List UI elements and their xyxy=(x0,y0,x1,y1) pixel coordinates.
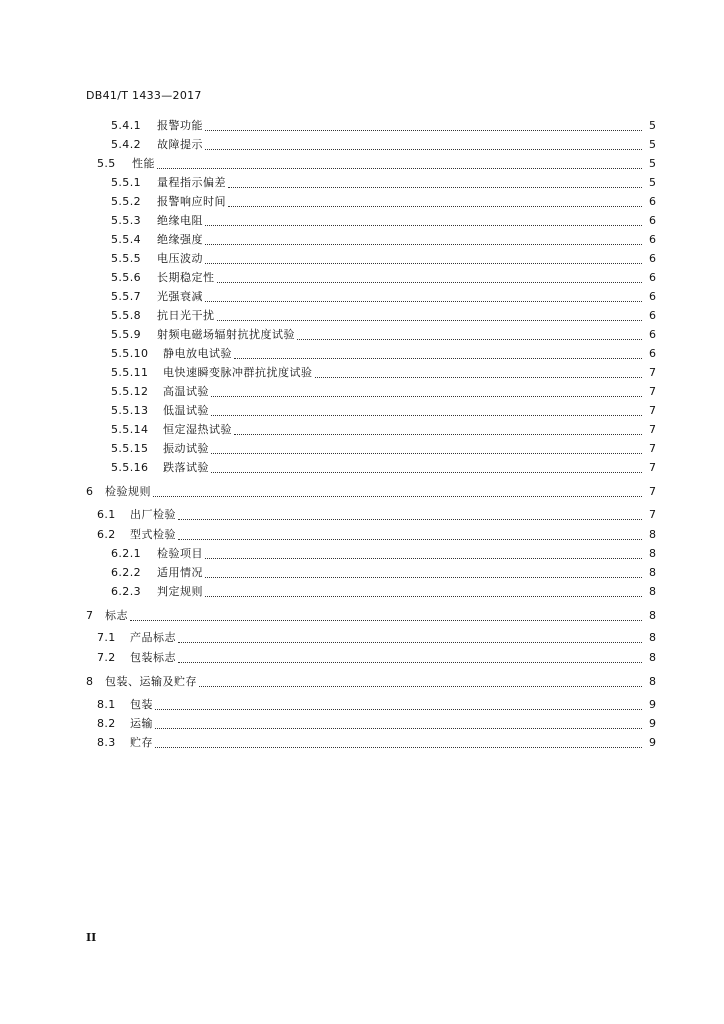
toc-entry-page: 7 xyxy=(649,508,656,521)
toc-entry-title: 绝缘电阻 xyxy=(157,214,203,227)
toc-leader-dots xyxy=(155,697,642,710)
toc-entry-number: 5.5.4 xyxy=(111,233,141,246)
toc-entry[interactable] xyxy=(0,270,724,286)
toc-entry-number: 5.5 xyxy=(97,157,116,170)
toc-leader-dots xyxy=(211,441,642,454)
toc-entry-title: 振动试验 xyxy=(163,442,209,455)
toc-entry-page: 6 xyxy=(649,214,656,227)
toc-entry-title: 包装 xyxy=(130,698,153,711)
toc-entry-number: 7 xyxy=(86,609,94,622)
toc-leader-dots xyxy=(178,527,642,540)
toc-leader-dots xyxy=(205,232,642,245)
page-number: II xyxy=(86,931,97,944)
toc-leader-dots xyxy=(234,422,642,435)
toc-entry-number: 5.4.2 xyxy=(111,138,141,151)
toc-entry-title: 恒定湿热试验 xyxy=(163,423,232,436)
toc-entry-number: 5.5.3 xyxy=(111,214,141,227)
toc-entry-number: 5.5.8 xyxy=(111,309,141,322)
toc-entry-number: 7.2 xyxy=(97,651,116,664)
toc-entry-page: 6 xyxy=(649,309,656,322)
toc-entry-page: 6 xyxy=(649,271,656,284)
toc-entry-title: 包装、运输及贮存 xyxy=(105,675,197,688)
toc-entry-page: 6 xyxy=(649,347,656,360)
toc-entry[interactable] xyxy=(0,584,724,600)
toc-leader-dots xyxy=(205,565,642,578)
toc-leader-dots xyxy=(155,735,642,748)
toc-entry[interactable] xyxy=(0,565,724,581)
toc-entry-number: 6.2.1 xyxy=(111,547,141,560)
toc-entry-title: 报警响应时间 xyxy=(157,195,226,208)
toc-entry-page: 5 xyxy=(649,119,656,132)
toc-entry-page: 6 xyxy=(649,252,656,265)
toc-leader-dots xyxy=(178,507,642,520)
toc-entry-number: 8 xyxy=(86,675,94,688)
toc-leader-dots xyxy=(155,716,642,729)
toc-entry[interactable] xyxy=(0,175,724,191)
toc-leader-dots xyxy=(228,175,642,188)
toc-entry-title: 电快速瞬变脉冲群抗扰度试验 xyxy=(163,366,313,379)
toc-entry-number: 5.5.12 xyxy=(111,385,149,398)
toc-entry[interactable] xyxy=(0,527,724,543)
toc-entry-page: 7 xyxy=(649,404,656,417)
toc-entry-page: 9 xyxy=(649,736,656,749)
toc-entry[interactable] xyxy=(0,213,724,229)
toc-entry[interactable] xyxy=(0,289,724,305)
toc-leader-dots xyxy=(315,365,642,378)
toc-entry-number: 5.5.13 xyxy=(111,404,149,417)
toc-entry-page: 9 xyxy=(649,717,656,730)
toc-entry-title: 适用情况 xyxy=(157,566,203,579)
toc-entry-page: 8 xyxy=(649,547,656,560)
toc-entry-number: 8.3 xyxy=(97,736,116,749)
toc-entry-title: 型式检验 xyxy=(130,528,176,541)
toc-entry[interactable] xyxy=(0,441,724,457)
toc-entry-page: 6 xyxy=(649,328,656,341)
toc-entry-page: 8 xyxy=(649,675,656,688)
toc-entry[interactable] xyxy=(0,507,724,523)
toc-entry[interactable] xyxy=(0,156,724,172)
toc-entry-title: 包装标志 xyxy=(130,651,176,664)
toc-entry-number: 5.5.1 xyxy=(111,176,141,189)
toc-leader-dots xyxy=(228,194,642,207)
toc-entry-title: 判定规则 xyxy=(157,585,203,598)
toc-entry-number: 6.2 xyxy=(97,528,116,541)
toc-entry-title: 性能 xyxy=(132,157,155,170)
toc-entry[interactable] xyxy=(0,674,724,690)
toc-entry-page: 8 xyxy=(649,585,656,598)
toc-entry[interactable] xyxy=(0,716,724,732)
toc-leader-dots xyxy=(205,289,642,302)
toc-entry-number: 6.2.3 xyxy=(111,585,141,598)
toc-leader-dots xyxy=(211,460,642,473)
toc-entry[interactable] xyxy=(0,308,724,324)
toc-entry-page: 8 xyxy=(649,528,656,541)
toc-entry-title: 故障提示 xyxy=(157,138,203,151)
toc-entry-page: 6 xyxy=(649,233,656,246)
toc-entry[interactable] xyxy=(0,232,724,248)
toc-leader-dots xyxy=(205,137,642,150)
toc-entry-page: 7 xyxy=(649,385,656,398)
toc-entry[interactable] xyxy=(0,327,724,343)
toc-leader-dots xyxy=(234,346,642,359)
toc-leader-dots xyxy=(130,608,642,621)
toc-entry-title: 抗日光干扰 xyxy=(157,309,215,322)
toc-entry-number: 5.5.5 xyxy=(111,252,141,265)
toc-entry[interactable] xyxy=(0,384,724,400)
toc-entry-title: 低温试验 xyxy=(163,404,209,417)
toc-entry-page: 8 xyxy=(649,631,656,644)
toc-entry[interactable] xyxy=(0,346,724,362)
toc-entry-title: 出厂检验 xyxy=(130,508,176,521)
toc-entry[interactable] xyxy=(0,118,724,134)
toc-leader-dots xyxy=(211,403,642,416)
toc-entry-number: 5.4.1 xyxy=(111,119,141,132)
toc-entry-page: 7 xyxy=(649,461,656,474)
toc-entry-title: 静电放电试验 xyxy=(163,347,232,360)
toc-entry-number: 6 xyxy=(86,485,94,498)
toc-entry-number: 8.2 xyxy=(97,717,116,730)
toc-entry-number: 6.2.2 xyxy=(111,566,141,579)
toc-entry-title: 贮存 xyxy=(130,736,153,749)
toc-entry-number: 5.5.10 xyxy=(111,347,149,360)
toc-entry-title: 高温试验 xyxy=(163,385,209,398)
toc-leader-dots xyxy=(217,308,642,321)
toc-leader-dots xyxy=(205,251,642,264)
toc-entry[interactable] xyxy=(0,484,724,500)
toc-entry[interactable] xyxy=(0,251,724,267)
toc-entry[interactable] xyxy=(0,650,724,666)
toc-entry-page: 7 xyxy=(649,366,656,379)
toc-entry-number: 5.5.9 xyxy=(111,328,141,341)
toc-entry[interactable] xyxy=(0,422,724,438)
toc-leader-dots xyxy=(205,546,642,559)
toc-entry-title: 电压波动 xyxy=(157,252,203,265)
document-header: DB41/T 1433—2017 xyxy=(86,89,202,102)
toc-leader-dots xyxy=(217,270,642,283)
toc-leader-dots xyxy=(205,118,642,131)
toc-entry-number: 5.5.16 xyxy=(111,461,149,474)
toc-entry-page: 9 xyxy=(649,698,656,711)
toc-entry-page: 8 xyxy=(649,651,656,664)
toc-entry-number: 6.1 xyxy=(97,508,116,521)
toc-entry-title: 报警功能 xyxy=(157,119,203,132)
toc-entry-title: 检验项目 xyxy=(157,547,203,560)
toc-entry[interactable] xyxy=(0,403,724,419)
toc-entry[interactable] xyxy=(0,460,724,476)
toc-entry-number: 5.5.7 xyxy=(111,290,141,303)
toc-entry[interactable] xyxy=(0,137,724,153)
toc-entry-title: 绝缘强度 xyxy=(157,233,203,246)
toc-leader-dots xyxy=(178,650,642,663)
toc-entry[interactable] xyxy=(0,630,724,646)
toc-entry-number: 5.5.6 xyxy=(111,271,141,284)
toc-leader-dots xyxy=(199,674,642,687)
toc-entry-page: 5 xyxy=(649,138,656,151)
toc-entry-title: 运输 xyxy=(130,717,153,730)
toc-entry-title: 检验规则 xyxy=(105,485,151,498)
toc-entry[interactable] xyxy=(0,546,724,562)
toc-leader-dots xyxy=(211,384,642,397)
toc-entry-number: 8.1 xyxy=(97,698,116,711)
toc-entry[interactable] xyxy=(0,194,724,210)
toc-entry-title: 量程指示偏差 xyxy=(157,176,226,189)
toc-entry-page: 7 xyxy=(649,485,656,498)
toc-entry-title: 长期稳定性 xyxy=(157,271,215,284)
toc-entry-number: 5.5.15 xyxy=(111,442,149,455)
toc-entry-page: 6 xyxy=(649,290,656,303)
toc-leader-dots xyxy=(153,484,642,497)
toc-entry-title: 跌落试验 xyxy=(163,461,209,474)
toc-entry[interactable] xyxy=(0,735,724,751)
toc-entry[interactable] xyxy=(0,697,724,713)
toc-entry-page: 5 xyxy=(649,157,656,170)
toc-leader-dots xyxy=(157,156,642,169)
toc-entry-title: 产品标志 xyxy=(130,631,176,644)
toc-leader-dots xyxy=(205,584,642,597)
toc-leader-dots xyxy=(178,630,642,643)
toc-entry-title: 射频电磁场辐射抗扰度试验 xyxy=(157,328,295,341)
toc-entry-page: 7 xyxy=(649,442,656,455)
toc-entry-number: 7.1 xyxy=(97,631,116,644)
toc-leader-dots xyxy=(297,327,642,340)
toc-entry[interactable] xyxy=(0,365,724,381)
toc-entry-page: 7 xyxy=(649,423,656,436)
toc-entry-number: 5.5.2 xyxy=(111,195,141,208)
toc-entry-page: 8 xyxy=(649,609,656,622)
toc-entry-number: 5.5.14 xyxy=(111,423,149,436)
toc-entry-page: 8 xyxy=(649,566,656,579)
toc-entry-page: 5 xyxy=(649,176,656,189)
toc-leader-dots xyxy=(205,213,642,226)
toc-entry-number: 5.5.11 xyxy=(111,366,149,379)
toc-entry-title: 光强衰减 xyxy=(157,290,203,303)
toc-entry[interactable] xyxy=(0,608,724,624)
toc-entry-title: 标志 xyxy=(105,609,128,622)
toc-entry-page: 6 xyxy=(649,195,656,208)
